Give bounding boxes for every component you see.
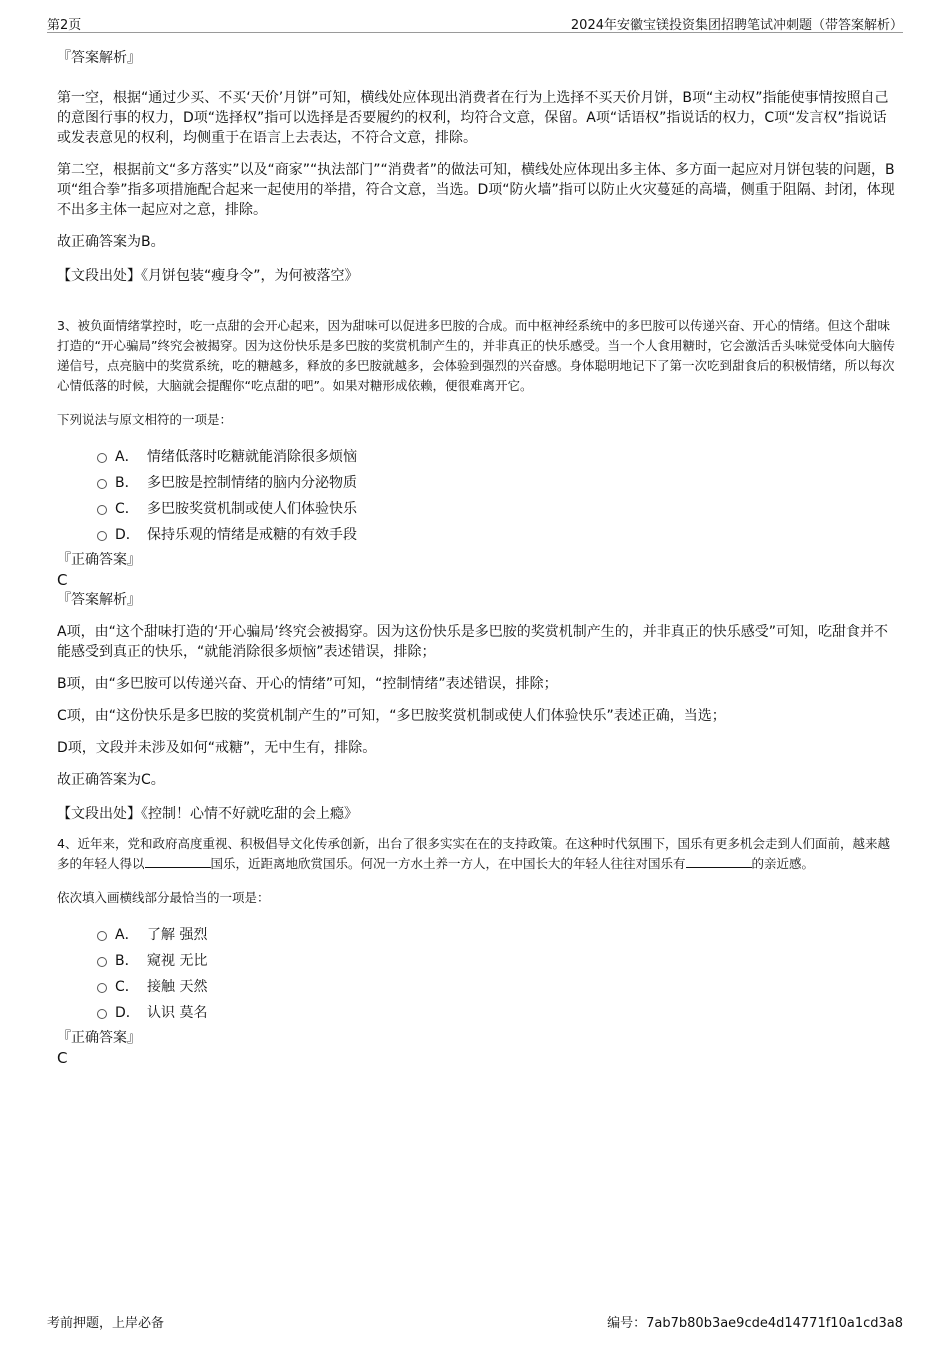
analysis-paragraph: B项，由“多巴胺可以传递兴奋、开心的情绪”可知，“控制情绪”表述错误，排除； <box>57 676 558 692</box>
correct-answer: C <box>57 571 68 589</box>
document-title: 2024年安徽宝镁投资集团招聘笔试冲刺题（带答案解析） <box>570 18 903 33</box>
page-content <box>57 40 897 1068</box>
radio-button[interactable] <box>97 983 107 993</box>
option-list <box>57 922 897 1026</box>
question-prompt: 依次填入画横线部分最恰当的一项是： <box>57 890 270 905</box>
option-list <box>57 444 897 548</box>
blank-line-1 <box>145 856 211 868</box>
question-stem: 3、被负面情绪掌控时，吃一点甜的会开心起来，因为甜味可以促进多巴胺的合成。而中枢神经系统中的多巴胺可以传递兴奋、开心的情绪。但这个甜味打造的“开心骗局”终究会被揭穿。因为这份快乐是多巴胺的奖赏机制产生的，并非真正的快乐感受。当一个人食用糖时，它会激活舌头味觉受体向大脑传递信号，点亮脑中的奖赏系统，吃的糖越多，释放的多巴胺就越多，会体验到强烈的兴奋感。身体聪明地记下了第一次吃到甜食后的积极情绪，所以每次心情低落的时候，大脑就会提醒你“吃点甜的吧”。如果对糖形成依赖，便很难离开它。 <box>57 318 895 393</box>
analysis-paragraph: 第二空，根据前文“多方落实”以及“商家”“执法部门”“消费者”的做法可知，横线处应体现出多主体、多方面一起应对月饼包装的问题，B项“组合拳”指多项措施配合起来一起使用的举措，符合文意，当选。D项“防火墙”指可以防止火灾蔓延的高墙，侧重于阻隔、封闭，体现不出多主体一起应对之意，排除。 <box>57 162 895 218</box>
option-c[interactable]: C． 接触 天然 <box>57 974 897 1000</box>
footer-slogan: 考前押题，上岸必备 <box>47 1316 165 1331</box>
source-citation: 【文段出处】《月饼包装“瘦身令”，为何被落空》 <box>57 268 359 284</box>
radio-button[interactable] <box>97 505 107 515</box>
answer-conclusion: 故正确答案为B。 <box>57 234 165 250</box>
option-a[interactable]: A． 了解 强烈 <box>57 922 897 948</box>
question-prompt: 下列说法与原文相符的一项是： <box>57 412 233 427</box>
option-d[interactable]: D． 保持乐观的情绪是戒糖的有效手段 <box>57 522 897 548</box>
correct-answer-label: 『正确答案』 <box>57 1030 141 1046</box>
answer-conclusion: 故正确答案为C。 <box>57 772 165 788</box>
analysis-paragraph: 第一空，根据“通过少买、不买‘天价’月饼”可知，横线处应体现出消费者在行为上选择不买天价月饼，B项“主动权”指能使事情按照自己的意图行事的权力，D项“选择权”指可以选择是否要履约的权利，均符合文意，保留。A项“话语权”指说话的权力，C项“发言权”指说话或发表意见的权利，均侧重于在语言上去表达，不符合文意，排除。 <box>57 90 889 146</box>
option-c[interactable]: C． 多巴胺奖赏机制或使人们体验快乐 <box>57 496 897 522</box>
answer-analysis-label: 『答案解析』 <box>57 592 141 608</box>
page-header <box>47 10 903 33</box>
document-id: 编号：7ab7b80b3ae9cde4d14771f10a1cd3a8 <box>607 1316 903 1331</box>
source-citation: 【文段出处】《控制！心情不好就吃甜的会上瘾》 <box>57 806 358 822</box>
option-a[interactable]: A． 情绪低落时吃糖就能消除很多烦恼 <box>57 444 897 470</box>
radio-button[interactable] <box>97 453 107 463</box>
correct-answer-label: 『正确答案』 <box>57 552 141 568</box>
analysis-paragraph: A项，由“这个甜味打造的‘开心骗局’终究会被揭穿。因为这份快乐是多巴胺的奖赏机制产生的，并非真正的快乐感受”可知，吃甜食并不能感受到真正的快乐，“就能消除很多烦恼”表述错误，排除； <box>57 624 888 660</box>
radio-button[interactable] <box>97 531 107 541</box>
question-stem: 4、近年来，党和政府高度重视、积极倡导文化传承创新，出台了很多实实在在的支持政策。在这种时代氛围下，国乐有更多机会走到人们面前，越来越多的年轻人得以 国乐，近距离地欣赏国乐。何况一方水土养一方人，在中国长大的年轻人往往对国乐有 的亲近感。 <box>57 836 890 871</box>
option-b[interactable]: B． 多巴胺是控制情绪的脑内分泌物质 <box>57 470 897 496</box>
answer-analysis-label: 『答案解析』 <box>57 50 141 66</box>
radio-button[interactable] <box>97 931 107 941</box>
analysis-paragraph: D项，文段并未涉及如何“戒糖”，无中生有，排除。 <box>57 740 377 756</box>
option-d[interactable]: D． 认识 莫名 <box>57 1000 897 1026</box>
page-number: 第2页 <box>47 18 82 33</box>
blank-line-2 <box>686 856 752 868</box>
radio-button[interactable] <box>97 479 107 489</box>
radio-button[interactable] <box>97 1009 107 1019</box>
analysis-paragraph: C项，由“这份快乐是多巴胺的奖赏机制产生的”可知，“多巴胺奖赏机制或使人们体验快乐”表述正确，当选； <box>57 708 726 724</box>
correct-answer: C <box>57 1049 68 1067</box>
option-b[interactable]: B． 窥视 无比 <box>57 948 897 974</box>
radio-button[interactable] <box>97 957 107 967</box>
